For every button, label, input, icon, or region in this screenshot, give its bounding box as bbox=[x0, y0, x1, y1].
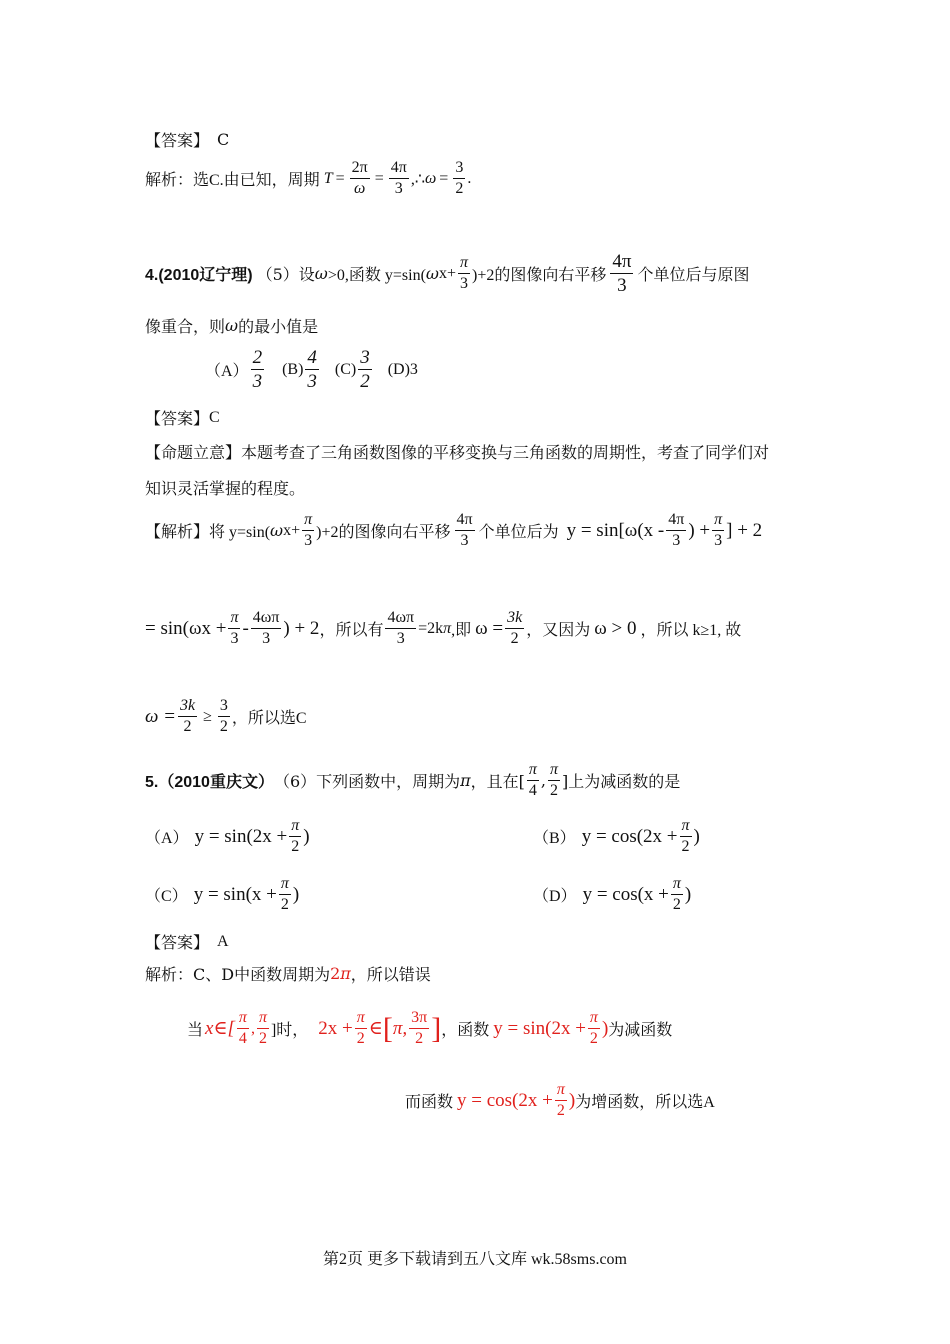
equation: ) + 2 bbox=[283, 617, 320, 639]
option-equation: y = sin(2x + bbox=[194, 825, 288, 847]
footer-text: 第2页 更多下载请到五八文库 wk.58sms.com bbox=[322, 1251, 627, 1268]
fraction-3-2: $\frac{3}{2}$ bbox=[219, 697, 228, 735]
solution-3-line2 bbox=[187, 1010, 672, 1047]
solution-text: 解析：C、D中函数周期为 bbox=[145, 965, 331, 984]
right-bracket: ] bbox=[431, 1011, 442, 1045]
solution-2-line1 bbox=[145, 512, 762, 549]
answer-1 bbox=[145, 128, 229, 151]
question-text: ，且在[ bbox=[470, 772, 525, 791]
fraction-pi-2: $\frac{\pi}{2}$ bbox=[291, 817, 300, 855]
fraction-pi-2: $\frac{\pi}{2}$ bbox=[356, 1009, 365, 1047]
equation: ) bbox=[568, 1089, 576, 1111]
question-text: （5）设 bbox=[256, 265, 315, 284]
solution-text: )+2的图像向右平移 bbox=[316, 524, 451, 541]
option-c-value: $\frac{3}{2}$ bbox=[360, 347, 370, 392]
equation: 2x + bbox=[318, 1017, 353, 1039]
omega-symbol: ω bbox=[425, 169, 437, 187]
intent-line1 bbox=[145, 440, 769, 463]
question-text: )+2的图像向右平移 bbox=[472, 267, 607, 284]
option-equation: ) bbox=[684, 883, 692, 905]
answer-value: C bbox=[209, 408, 220, 426]
fraction-4omegapi-3: $\frac{4\omega\pi}{3}$ bbox=[252, 609, 280, 647]
fraction-pi-2: $\frac{\pi}{2}$ bbox=[280, 875, 289, 913]
fraction-pi-3: $\frac{\pi}{3}$ bbox=[304, 511, 313, 549]
fraction-pi-2: $\frac{\pi}{2}$ bbox=[681, 817, 690, 855]
number-two: 2 bbox=[330, 964, 341, 983]
option-a bbox=[145, 818, 310, 855]
omega-symbol: ω bbox=[314, 264, 328, 283]
solution-1 bbox=[145, 160, 471, 197]
solution-text: ]时， bbox=[270, 1022, 309, 1039]
solution-text: ，函数 bbox=[441, 1022, 490, 1039]
omega-symbol: ω bbox=[425, 264, 439, 283]
fraction-pi-3: $\frac{\pi}{3}$ bbox=[459, 254, 468, 292]
intent-label: 【命题立意】 bbox=[145, 443, 242, 462]
fraction-4pi-3: $\frac{4\pi}{3}$ bbox=[390, 159, 407, 197]
solution-text: ，所以错误 bbox=[350, 965, 431, 984]
fraction-3k-2: $\frac{3k}{2}$ bbox=[507, 609, 523, 647]
answer-value: A bbox=[217, 932, 229, 950]
question-text: ]上为减函数的是 bbox=[562, 772, 681, 791]
solution-text: 为增函数，所以选A bbox=[575, 1094, 715, 1111]
pi-symbol: π bbox=[340, 964, 351, 983]
option-equation: y = cos(x + bbox=[582, 883, 669, 905]
equation: ] + 2 bbox=[726, 519, 763, 541]
equation: - bbox=[242, 617, 249, 639]
answer-label: 【答案】 bbox=[145, 131, 210, 150]
fraction-4pi-3: $\frac{4\pi}{3}$ bbox=[456, 511, 473, 549]
question-text: x+ bbox=[438, 264, 456, 282]
option-c-label: (C) bbox=[334, 360, 357, 378]
option-label: （D） bbox=[533, 888, 577, 905]
answer-2 bbox=[145, 406, 220, 429]
equation: π, bbox=[392, 1017, 408, 1039]
answer-label: 【答案】 bbox=[145, 933, 210, 952]
option-equation: ) bbox=[693, 825, 700, 847]
solution-3-line3 bbox=[405, 1082, 715, 1119]
equals: = bbox=[439, 169, 449, 187]
equals: = bbox=[374, 169, 384, 187]
fraction-pi-2: $\frac{\pi}{2}$ bbox=[550, 761, 559, 799]
solution-text: 个单位后为 bbox=[478, 522, 559, 541]
period-symbol: T bbox=[323, 169, 333, 187]
solution-text: ，所以 k≥1, 故 bbox=[640, 622, 742, 639]
period: . bbox=[467, 169, 472, 187]
intent-text: 知识灵活掌握的程度。 bbox=[145, 479, 306, 498]
question-text: （6）下列函数中，周期为 bbox=[273, 772, 461, 791]
solution-text: 当 bbox=[187, 1022, 204, 1039]
question-number: 4.(2010辽宁理) bbox=[145, 267, 253, 284]
fraction-pi-4: $\frac{\pi}{4}$ bbox=[528, 761, 537, 799]
fraction-3k-2: $\frac{3k}{2}$ bbox=[180, 697, 196, 735]
solution-text: ,即 bbox=[451, 622, 472, 639]
therefore: ,∴ bbox=[410, 170, 425, 188]
solution-2-line3 bbox=[145, 698, 307, 735]
solution-text: ，所以选C bbox=[231, 710, 307, 727]
pi-symbol: π bbox=[443, 619, 452, 637]
comma: , bbox=[540, 771, 547, 790]
fraction-pi-3: $\frac{\pi}{3}$ bbox=[230, 609, 239, 647]
option-equation: ) bbox=[292, 883, 300, 905]
fraction-4omegapi-3: $\frac{4\omega\pi}{3}$ bbox=[387, 609, 415, 647]
question-4-line2 bbox=[145, 314, 318, 337]
omega-symbol: ω bbox=[225, 316, 239, 335]
equation: y = sin[ω(x - bbox=[566, 519, 665, 541]
equation: ω > 0 bbox=[594, 617, 637, 639]
ge-symbol: ≥ bbox=[203, 707, 212, 725]
equation: y = sin(2x + bbox=[493, 1017, 586, 1039]
question-text: 像重合，则 bbox=[145, 317, 226, 336]
question-text: 个单位后与原图 bbox=[637, 265, 750, 284]
solution-2-line2 bbox=[145, 610, 741, 647]
option-c bbox=[145, 876, 299, 913]
equation: y = cos(2x + bbox=[457, 1089, 553, 1111]
option-d bbox=[533, 876, 691, 913]
question-4-options bbox=[205, 348, 418, 391]
option-equation: y = sin(x + bbox=[193, 883, 277, 905]
intent-line2 bbox=[145, 476, 305, 499]
answer-3 bbox=[145, 930, 229, 953]
fraction-4pi-3: $\frac{4\pi}{3}$ bbox=[668, 511, 685, 549]
option-label: （B） bbox=[533, 830, 576, 847]
comma: , bbox=[250, 1019, 255, 1037]
question-4-line1 bbox=[145, 252, 749, 295]
equation: ) bbox=[601, 1017, 609, 1039]
solution-text: 解析：选C.由已知，周期 bbox=[145, 172, 320, 189]
equation: ω = bbox=[475, 617, 504, 639]
answer-label: 【答案】 bbox=[145, 409, 210, 428]
option-b-label: (B) bbox=[282, 360, 304, 378]
pi-symbol: π bbox=[460, 771, 471, 790]
solution-text: x+ bbox=[283, 521, 301, 539]
fraction-3-2: $\frac{3}{2}$ bbox=[455, 159, 464, 197]
option-b-value: $\frac{4}{3}$ bbox=[307, 347, 317, 392]
equals: = bbox=[335, 169, 345, 187]
option-a-label: （A） bbox=[205, 363, 249, 380]
solution-text: =2k bbox=[418, 619, 444, 637]
solution-text: ，所以有 bbox=[319, 622, 384, 639]
question-text: >0,函数 y=sin( bbox=[327, 267, 426, 284]
fraction-pi-2: $\frac{\pi}{2}$ bbox=[556, 1081, 565, 1119]
fraction-pi-4: $\frac{\pi}{4}$ bbox=[238, 1009, 247, 1047]
solution-text: 将 y=sin( bbox=[209, 524, 271, 541]
option-b bbox=[533, 818, 700, 855]
solution-3-line1 bbox=[145, 962, 431, 985]
solution-text: 为减函数 bbox=[608, 1022, 673, 1039]
solution-text: 而函数 bbox=[405, 1094, 454, 1111]
fraction-pi-3: $\frac{\pi}{3}$ bbox=[714, 511, 723, 549]
equation: ) + bbox=[688, 519, 711, 541]
fraction-3pi-2: $\frac{3\pi}{2}$ bbox=[411, 1009, 428, 1047]
option-d: (D)3 bbox=[387, 360, 418, 378]
question-number: 5.（2010重庆文） bbox=[145, 774, 274, 791]
omega-symbol: ω bbox=[270, 521, 284, 540]
question-text: 的最小值是 bbox=[238, 317, 319, 336]
fraction-pi-2: $\frac{\pi}{2}$ bbox=[589, 1009, 598, 1047]
fraction-pi-2: $\frac{\pi}{2}$ bbox=[672, 875, 681, 913]
fraction-4pi-3: $\frac{4\pi}{3}$ bbox=[612, 251, 632, 296]
page-footer bbox=[0, 1246, 950, 1269]
option-a-value: $\frac{2}{3}$ bbox=[252, 347, 263, 392]
option-equation: y = cos(2x + bbox=[581, 825, 678, 847]
answer-value: C bbox=[217, 130, 230, 149]
option-equation: ) bbox=[303, 825, 310, 847]
option-label: （A） bbox=[145, 830, 189, 847]
option-label: （C） bbox=[145, 888, 188, 905]
intent-text: 本题考查了三角函数图像的平移变换与三角函数的周期性，考查了同学们对 bbox=[241, 443, 770, 462]
equation: x∈[ bbox=[205, 1018, 235, 1039]
equation: ∈ bbox=[368, 1018, 383, 1039]
fraction-pi-2: $\frac{\pi}{2}$ bbox=[258, 1009, 267, 1047]
equation: ω = bbox=[145, 705, 176, 727]
left-bracket: [ bbox=[382, 1011, 393, 1045]
question-5 bbox=[145, 762, 680, 799]
fraction-2pi-omega: $\frac{2\pi}{\omega}$ bbox=[351, 159, 368, 197]
solution-text: ，又因为 bbox=[526, 622, 591, 639]
solution-label: 【解析】 bbox=[145, 522, 210, 541]
equation: = sin(ωx + bbox=[145, 617, 227, 639]
